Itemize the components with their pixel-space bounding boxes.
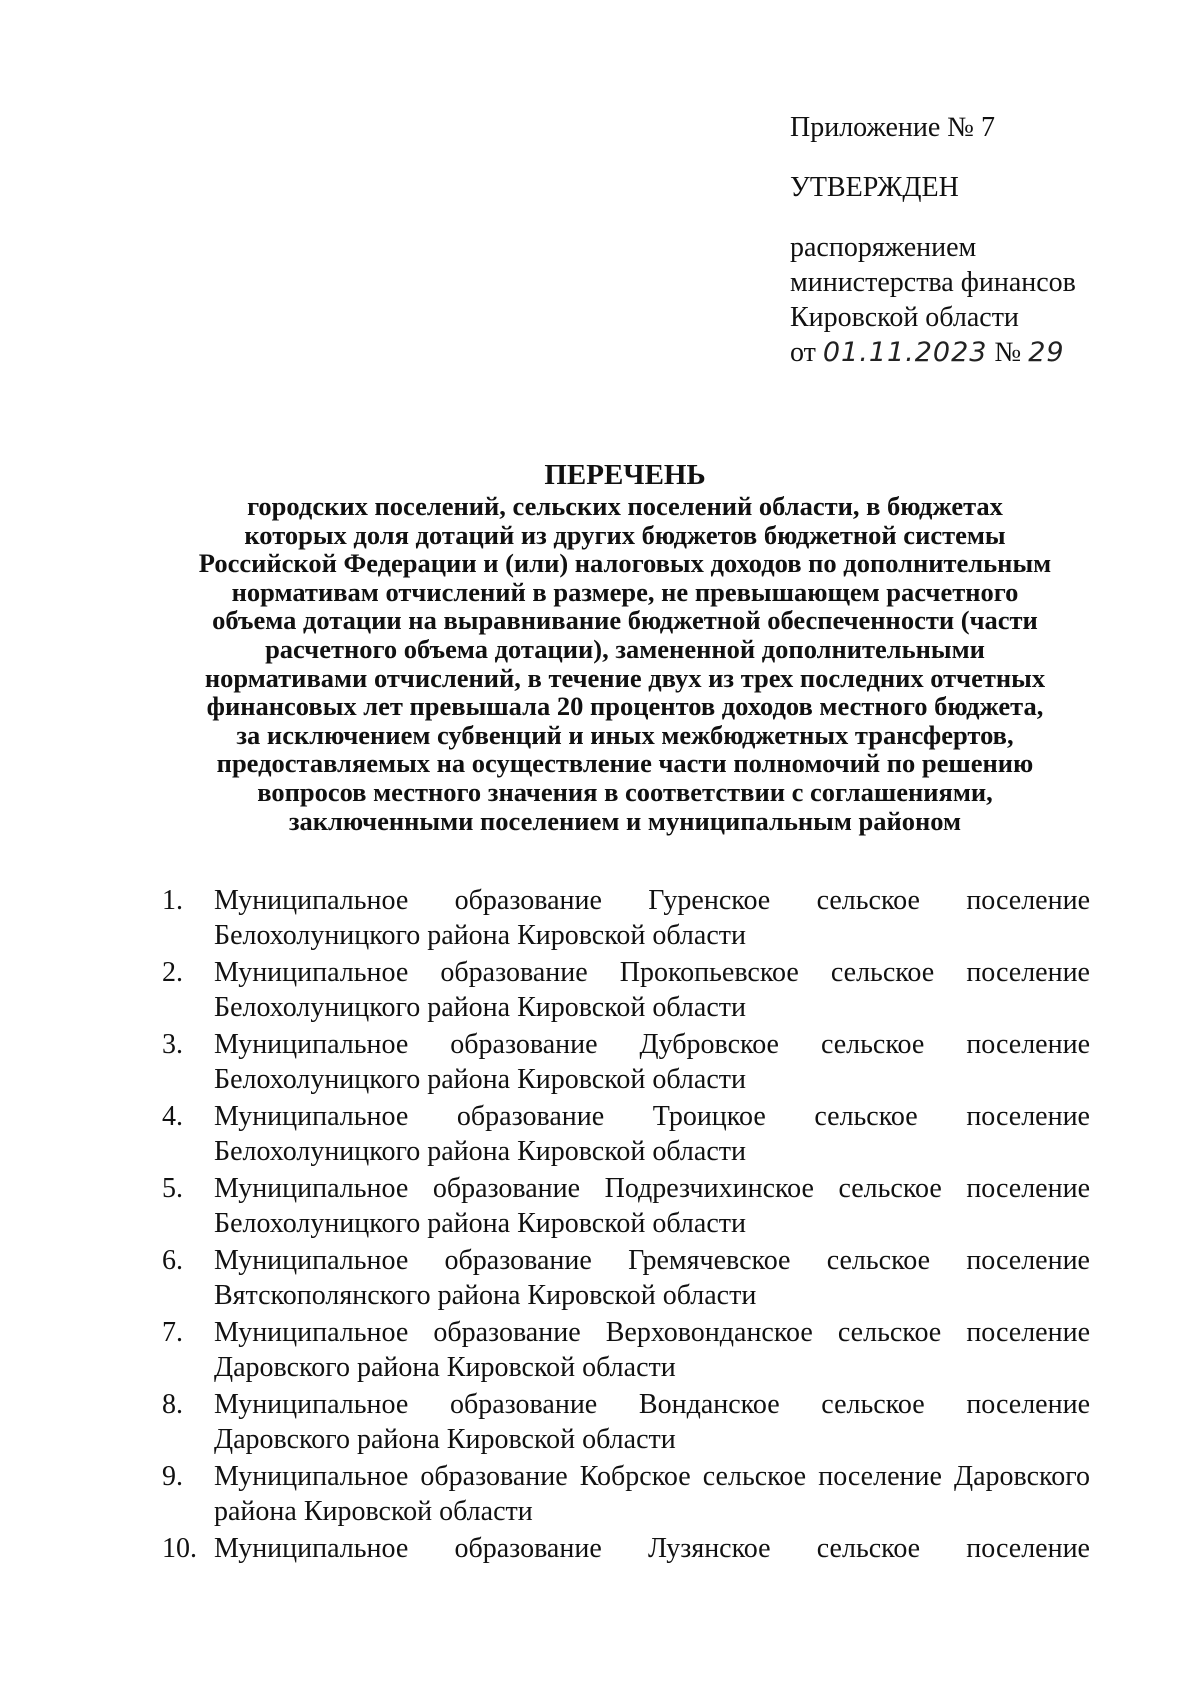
item-number: 5. [162,1173,183,1204]
settlement-list [162,883,1090,1568]
subtitle-line: предоставляемых на осуществление части полномочий по решению [216,748,1034,779]
item-text: Муниципальное образование Троицкое сельское поселение Белохолуницкого района Кировской области [214,1101,1090,1167]
list-item [162,955,1090,1025]
approval-line-3: Кировской области [790,302,1019,333]
item-text: Муниципальное образование Дубровское сельское поселение Белохолуницкого района Кировской области [214,1029,1090,1095]
item-text: Муниципальное образование Прокопьевское сельское поселение Белохолуницкого района Кировской области [214,957,1090,1023]
item-text: Муниципальное образование Вонданское сельское поселение Даровского района Кировской области [214,1389,1090,1455]
item-number: 6. [162,1245,183,1276]
item-text: Муниципальное образование Гремячевское сельское поселение Вятскополянского района Кировской области [214,1245,1090,1311]
subtitle-line: городских поселений, сельских поселений области, в бюджетах [247,491,1003,521]
item-number: 9. [162,1461,183,1492]
subtitle-line: за исключением субвенций и иных межбюджетных трансфертов, [236,719,1014,750]
number-label: № [994,337,1022,368]
subtitle-line: нормативам отчислений в размере, не превышающем расчетного [231,576,1019,607]
subtitle-line: объема дотации на выравнивание бюджетной обеспеченности (части [212,605,1038,636]
approved-label: УТВЕРЖДЕН [790,172,959,203]
item-text: Муниципальное образование Подрезчихинское сельское поселение Белохолуницкого района Кировской области [214,1173,1090,1239]
subtitle-line: расчетного объема дотации), замененной дополнительными [265,633,985,664]
list-item [162,1027,1090,1097]
list-item [162,1459,1090,1529]
handwritten-number: 29 [1028,337,1065,368]
from-label: от [790,337,816,368]
subtitle-line: которых доля дотаций из других бюджетов бюджетной системы [244,519,1006,550]
item-number: 1. [162,885,183,916]
item-text: Муниципальное образование Кобрское сельское поселение Даровского района Кировской области [214,1461,1090,1527]
item-number: 2. [162,957,183,988]
list-item [162,1243,1090,1313]
subtitle-line: финансовых лет превышала 20 процентов доходов местного бюджета, [206,691,1044,722]
approval-date-line [790,335,1150,370]
approval-stamp [790,110,1150,370]
item-number: 8. [162,1389,183,1420]
list-item [162,883,1090,953]
item-text: Муниципальное образование Гуренское сельское поселение Белохолуницкого района Кировской области [214,885,1090,951]
subtitle-line: Российской Федерации и (или) налоговых доходов по дополнительным [198,548,1052,579]
item-number: 7. [162,1317,183,1348]
document-title: ПЕРЕЧЕНЬ [544,459,706,491]
item-number: 3. [162,1029,183,1060]
list-item [162,1315,1090,1385]
list-item [162,1387,1090,1457]
subtitle-line: вопросов местного значения в соответствии с соглашениями, [257,776,993,807]
annex-label: Приложение № 7 [790,112,995,143]
item-text: Муниципальное образование Верховонданское сельское поселение Даровского района Кировской области [214,1317,1090,1383]
subtitle-line: нормативами отчислений, в течение двух из трех последних отчетных [204,662,1046,693]
list-item [162,1099,1090,1169]
handwritten-date: 01.11.2023 [822,337,988,368]
approval-line-2: министерства финансов [790,267,1076,298]
item-text: Муниципальное образование Лузянское сельское поселение [214,1533,1090,1564]
list-item [162,1531,1090,1566]
item-number: 4. [162,1101,183,1132]
title-block [150,458,1100,835]
approval-line-1: распоряжением [790,232,977,263]
subtitle-line: заключенными поселением и муниципальным районом [288,805,962,836]
list-item [162,1171,1090,1241]
item-number: 10. [162,1533,197,1564]
